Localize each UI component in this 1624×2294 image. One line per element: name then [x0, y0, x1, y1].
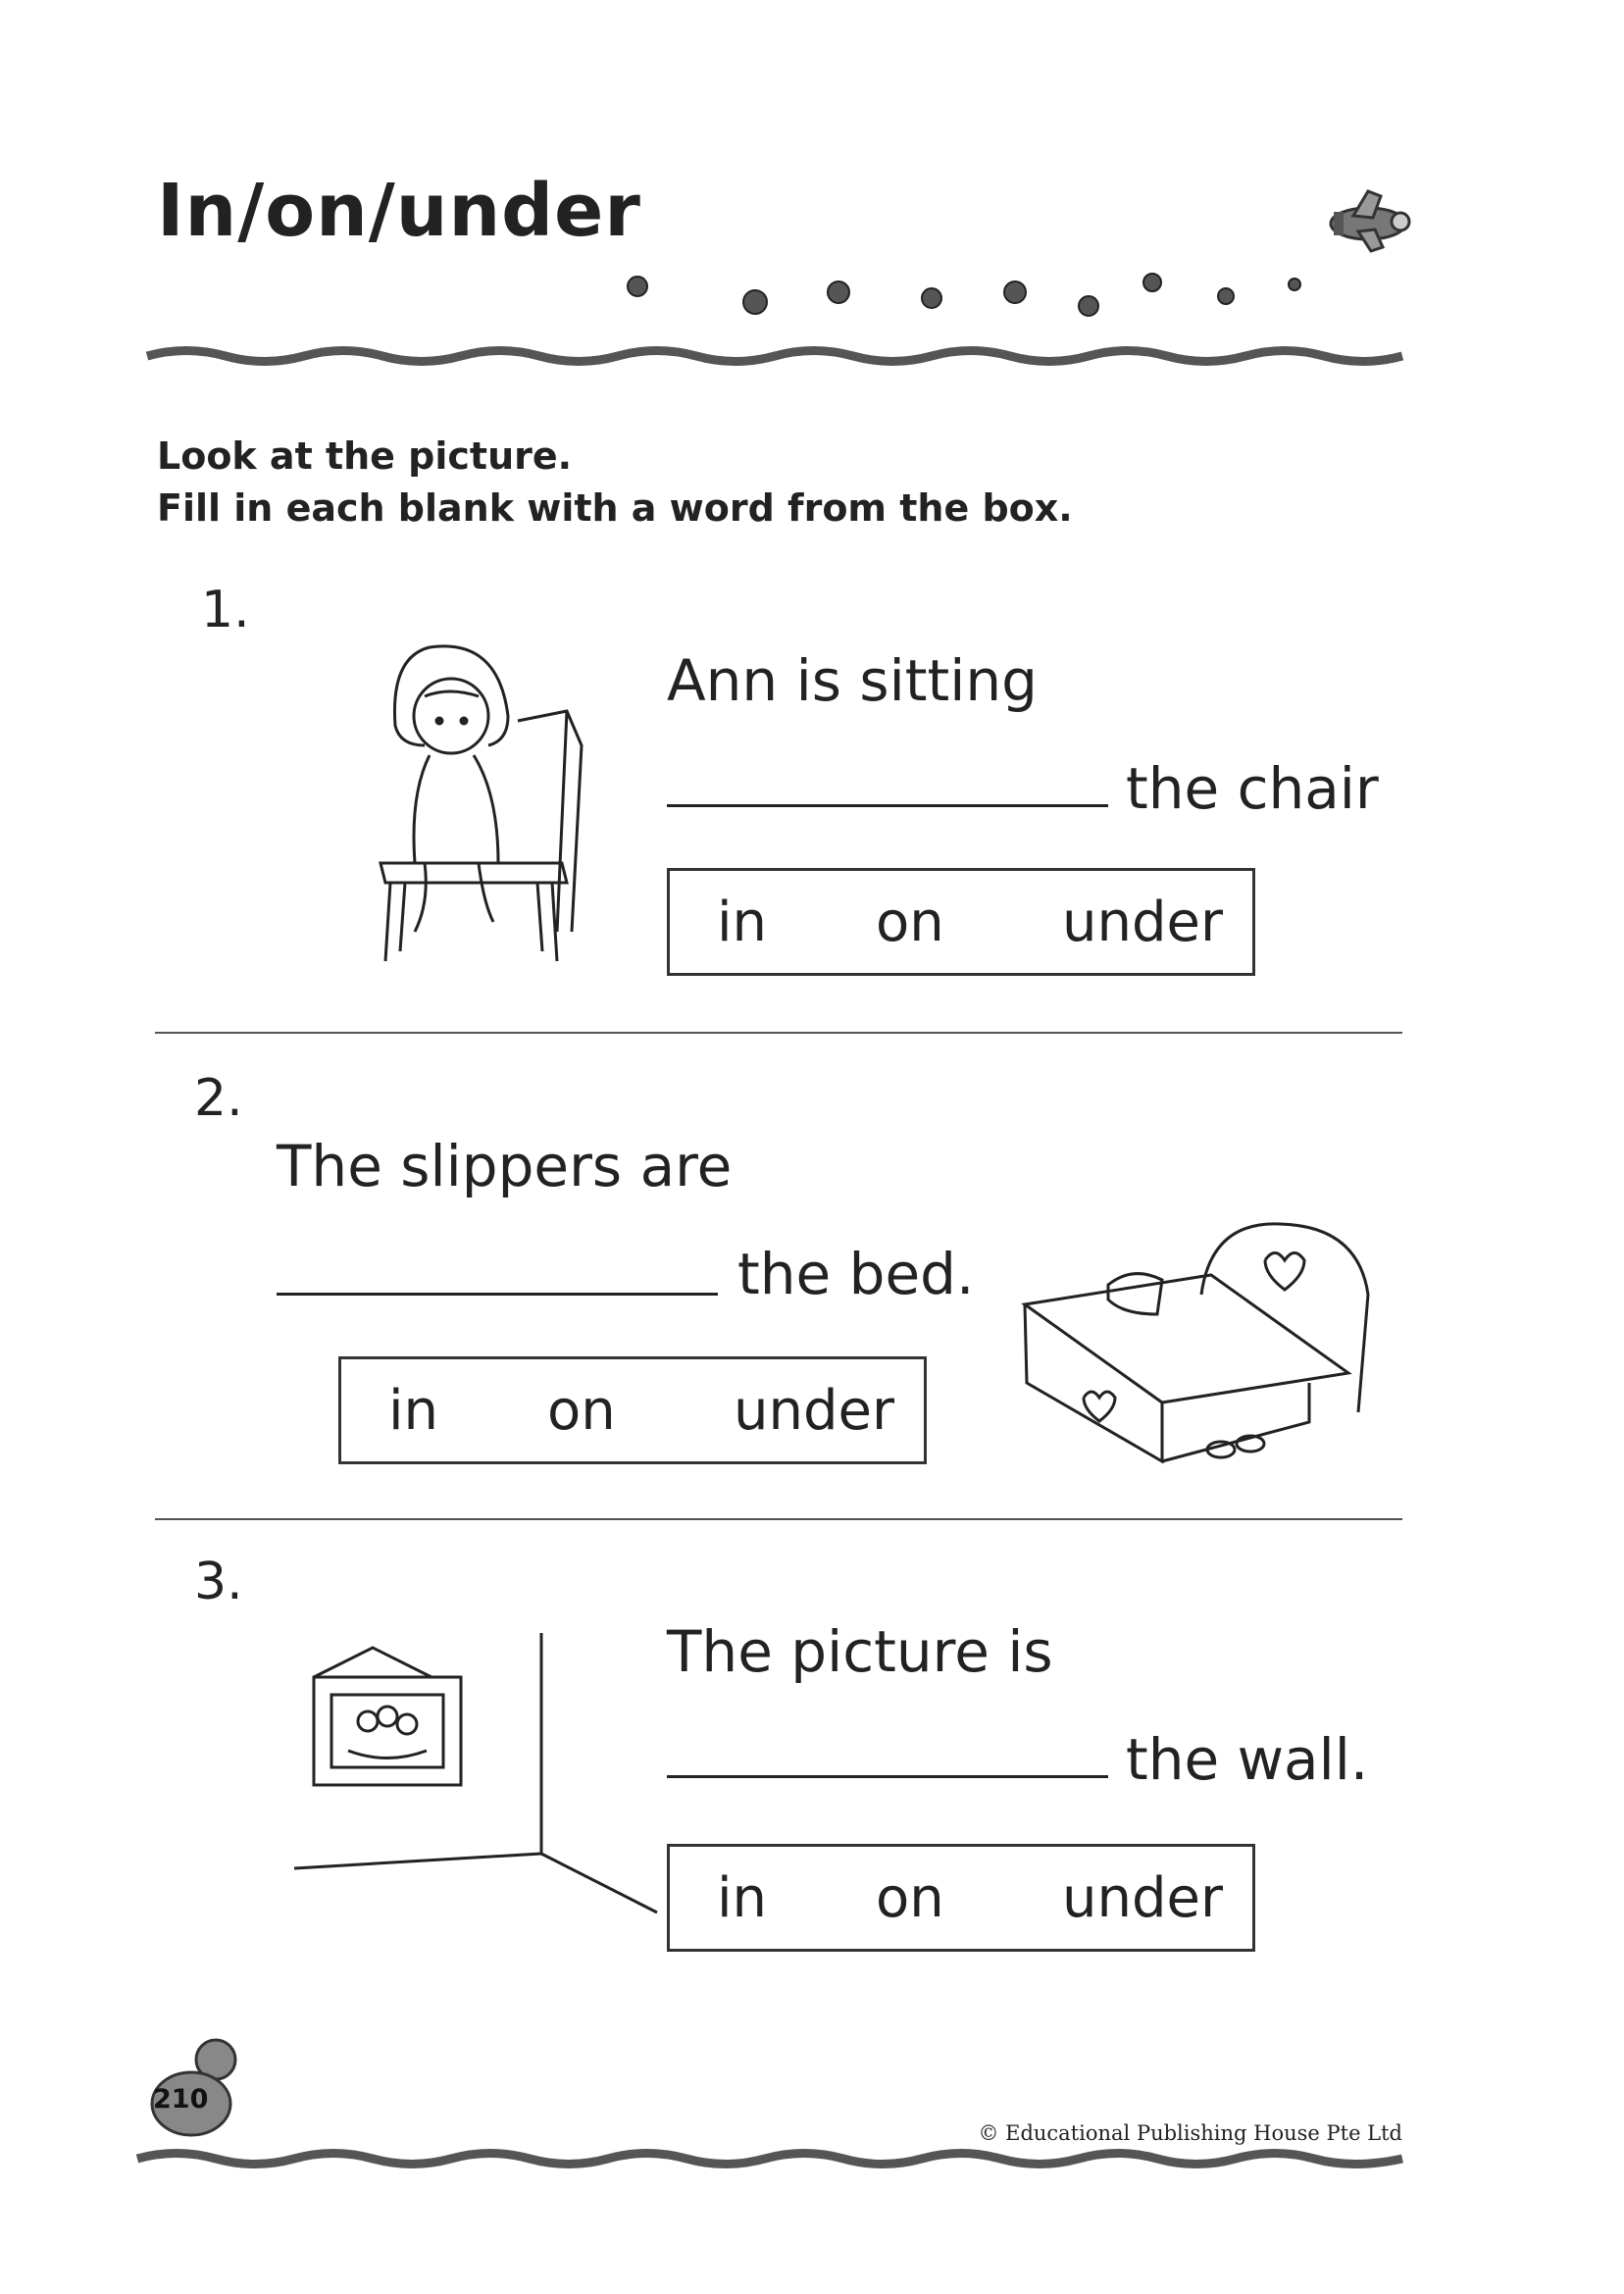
copyright-notice: © Educational Publishing House Pte Ltd	[978, 2121, 1402, 2145]
bed-with-slippers-illustration	[1015, 1216, 1388, 1491]
section-divider	[155, 1518, 1402, 1520]
question-number: 3.	[194, 1553, 243, 1611]
page-number: 210	[153, 2084, 209, 2115]
airplane-icon	[1314, 186, 1422, 255]
word-box-3	[667, 1844, 1255, 1952]
word-option-under[interactable]: under	[1062, 1866, 1224, 1930]
question-1-line-1: Ann is sitting	[667, 647, 1038, 714]
word-box-1	[667, 868, 1255, 976]
instruction-line-2: Fill in each blank with a word from the box.	[157, 486, 1073, 530]
bottom-border	[137, 2148, 1402, 2169]
instruction-line-1: Look at the picture.	[157, 434, 573, 478]
word-option-in[interactable]: in	[717, 1866, 768, 1930]
word-option-in[interactable]: in	[388, 1379, 439, 1443]
word-option-under[interactable]: under	[734, 1379, 895, 1443]
question-3-line-2: the wall.	[1126, 1726, 1369, 1793]
question-2-line-1: The slippers are	[277, 1133, 733, 1199]
word-option-on[interactable]: on	[876, 891, 944, 954]
question-number: 1.	[201, 581, 250, 639]
word-box-2	[338, 1356, 927, 1464]
page-title: In/on/under	[157, 169, 641, 253]
section-divider	[155, 1032, 1402, 1034]
framed-picture-on-wall-illustration	[284, 1628, 677, 1922]
word-option-under[interactable]: under	[1062, 891, 1224, 954]
word-option-on[interactable]: on	[876, 1866, 944, 1930]
answer-blank-2[interactable]	[277, 1293, 718, 1296]
answer-blank-1[interactable]	[667, 804, 1108, 807]
girl-on-chair-illustration	[371, 637, 596, 981]
word-option-on[interactable]: on	[547, 1379, 616, 1443]
question-1-line-2: the chair	[1126, 755, 1379, 822]
question-2-line-2: the bed.	[737, 1241, 975, 1307]
question-number: 2.	[194, 1069, 243, 1128]
top-border	[147, 345, 1402, 367]
word-option-in[interactable]: in	[717, 891, 768, 954]
question-3-line-1: The picture is	[667, 1618, 1053, 1685]
flower-trail-icon	[618, 265, 1324, 333]
answer-blank-3[interactable]	[667, 1775, 1108, 1778]
